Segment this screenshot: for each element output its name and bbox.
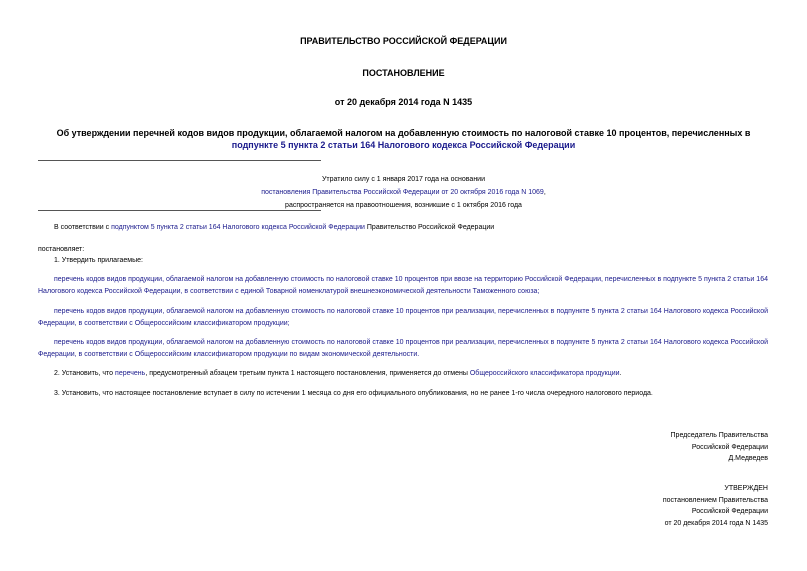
document-date-number: от 20 декабря 2014 года N 1435 — [334, 97, 473, 107]
signature-name: Д.Медведев — [728, 455, 768, 462]
government-heading: ПРАВИТЕЛЬСТВО РОССИЙСКОЙ ФЕДЕРАЦИИ — [300, 36, 507, 46]
document-title — [0, 127, 807, 151]
divider-bottom — [38, 210, 321, 211]
item-2 — [38, 368, 768, 380]
intro-paragraph — [38, 222, 768, 234]
repeal-link[interactable]: постановления Правительства Российской Федерации от 20 октября 2016 года N 1069 — [261, 189, 544, 196]
item-2-text-b: , предусмотренный абзацем третьим пункта 1 настоящего постановления, применяется до отмены — [145, 370, 470, 377]
item-2-text-a: 2. Установить, что — [54, 370, 116, 377]
approved-line3: Российской Федерации — [691, 508, 768, 515]
intro-text-post: Правительство Российской Федерации — [364, 224, 495, 231]
approved-block — [663, 483, 768, 529]
item-2-link-list[interactable]: перечень — [115, 370, 146, 377]
item-2-link-classifier[interactable]: Общероссийского классификатора продукции — [469, 370, 620, 377]
list-item-3-link[interactable]: перечень кодов видов продукции, облагаемой налогом на добавленную стоимость по налоговой ставке 10 процентов при реализации, перечисленных в подпункте 5 пункта 2 статьи 164 Налогового кодекса Российской Федерации, в соответствии с Общероссийским классификатором продукции по видам экономической деятельности. — [38, 339, 768, 358]
signature-line2: Российской Федерации — [691, 443, 768, 451]
repeal-line2: распространяется на правоотношения, возникшие с 1 октября 2016 года — [285, 202, 522, 209]
approved-line2: постановлением Правительства — [662, 496, 768, 504]
list-item-1-link[interactable]: перечень кодов видов продукции, облагаемой налогом на добавленную стоимость по налоговой ставке 10 процентов при ввозе на территорию Российской Федерации, перечисленных в подпункте 5 пункта 2 статьи 164 Налогового кодекса Российской Федерации, в соответствии с единой Товарной номенклатурой внешнеэкономической деятельности Таможенного союза; — [38, 276, 768, 295]
repeal-line1: Утратило силу с 1 января 2017 года на основании — [321, 176, 486, 183]
repeal-note: Утратило силу с 1 января 2017 года на основании постановления Правительства Российской Федерации от 20 октября 2016 года N 1069, распространяется на правоотношения, возникшие с 1 октября 2016 года — [0, 173, 807, 212]
item-1: 1. Утвердить прилагаемые: — [54, 257, 143, 264]
approved-line4: от 20 декабря 2014 года N 1435 — [664, 519, 768, 527]
title-link[interactable]: подпункте 5 пункта 2 статьи 164 Налогового кодекса Российской Федерации — [231, 140, 576, 150]
signature-line1: Председатель Правительства — [670, 432, 768, 439]
item-2-text-c: . — [619, 370, 622, 377]
intro-link[interactable]: подпунктом 5 пункта 2 статьи 164 Налогового кодекса Российской Федерации — [111, 224, 365, 231]
decrees-label: постановляет: — [38, 246, 85, 253]
list-item-2-link[interactable]: перечень кодов видов продукции, облагаемой налогом на добавленную стоимость по налоговой ставке 10 процентов при реализации, перечисленных в подпункте 5 пункта 2 статьи 164 Налогового кодекса Российской Федерации, в соответствии с Общероссийским классификатором продукции; — [38, 308, 768, 327]
title-text: Об утверждении перечней кодов видов продукции, облагаемой налогом на добавленную стоимость по налоговой ставке 10 процентов, перечисленных в — [56, 128, 751, 138]
approved-line1: УТВЕРЖДЕН — [724, 485, 768, 492]
signature-block — [671, 430, 768, 465]
divider-top — [38, 160, 321, 161]
item-3: 3. Установить, что настоящее постановление вступает в силу по истечении 1 месяца со дня его официального опубликования, но не ранее 1-го числа очередного налогового периода. — [54, 390, 653, 397]
document-type: ПОСТАНОВЛЕНИЕ — [362, 68, 445, 78]
intro-text-pre: В соответствии с — [54, 224, 112, 231]
